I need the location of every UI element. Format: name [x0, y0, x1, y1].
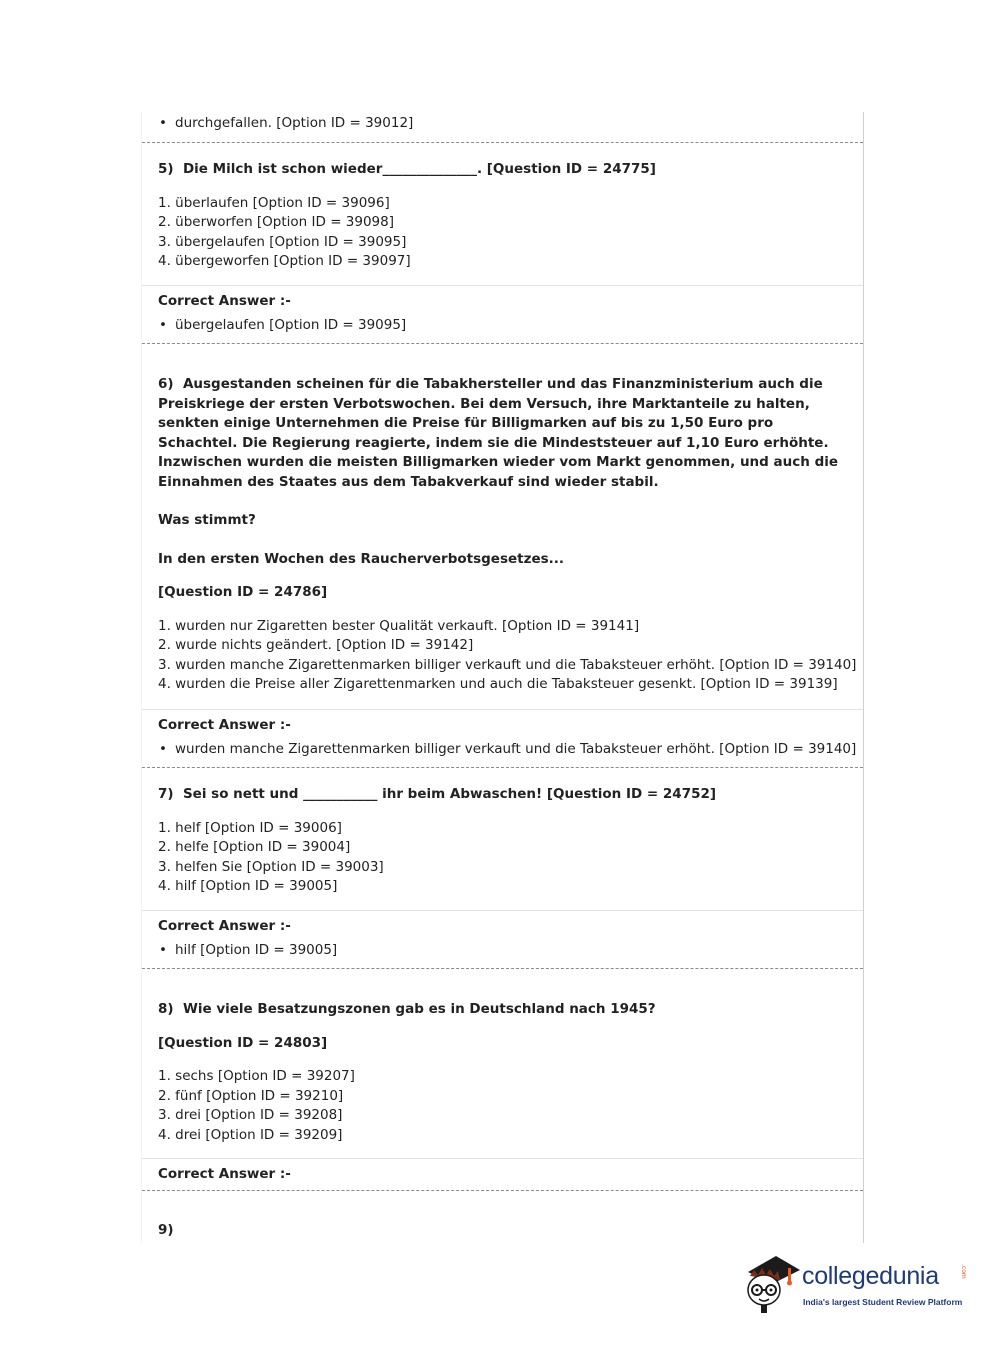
option-item: 3. wurden manche Zigarettenmarken billiger verkauft und die Tabaksteuer erhöht. [Option ID = 39140] [158, 656, 857, 673]
question-stem: In den ersten Wochen des Raucherverbotsgesetzes... [158, 550, 565, 567]
option-item: 2. fünf [Option ID = 39210] [158, 1087, 344, 1104]
answer-separator [142, 709, 863, 710]
option-item: 2. helfe [Option ID = 39004] [158, 839, 351, 855]
option-item: 3. drei [Option ID = 39208] [158, 1107, 343, 1123]
correct-answer: • übergelaufen [Option ID = 39095] [158, 316, 879, 336]
collegedunia-logo [742, 1250, 972, 1316]
correct-answer-label: Correct Answer :- [158, 293, 291, 309]
section-divider [142, 1190, 863, 1191]
option-item: 2. überworfen [Option ID = 39098] [158, 214, 395, 230]
question-6 [142, 375, 879, 695]
question-title: 5) Die Milch ist schon wieder______________. [Question ID = 24775] [158, 161, 656, 177]
question-passage: 6) Ausgestanden scheinen für die Tabakhersteller und das Finanzministerium auch die Preiskriege der ersten Verbotswochen. Bei dem Versuch, ihre Marktanteile zu halten, senkten einige Unternehmen die Preise für Billigmarken auf bis zu 1,50 Euro pro Schachtel. Die Regierung reagierte, indem sie die Mindeststeuer auf 1,10 Euro erhöhte. Inzwischen wurden die meisten Billigmarken wieder vom Markt genommen, und auch die Einnahmen des Staates aus dem Tabakverkauf sind wieder stabil. [158, 376, 839, 490]
question-5 [142, 160, 879, 272]
question-6-answer [142, 716, 879, 759]
correct-answer-label: Correct Answer :- [158, 1166, 291, 1182]
question-paper-page [141, 112, 864, 1243]
logo-wordmark: collegedunia [802, 1262, 939, 1290]
previous-answer [142, 114, 879, 134]
section-divider [142, 767, 863, 768]
logo-domain-suffix: .com [960, 1264, 967, 1279]
option-item: 3. übergelaufen [Option ID = 39095] [158, 233, 407, 250]
option-item: 4. hilf [Option ID = 39005] [158, 878, 338, 894]
option-item: 1. überlaufen [Option ID = 39096] [158, 194, 390, 211]
option-item: 2. wurde nichts geändert. [Option ID = 39142] [158, 637, 474, 653]
logo-tagline: India's largest Student Review Platform [803, 1297, 963, 1307]
option-item: 4. wurden die Preise aller Zigarettenmarken und auch die Tabaksteuer gesenkt. [Option ID = 39139] [158, 676, 838, 692]
option-item: 4. übergeworfen [Option ID = 39097] [158, 253, 411, 269]
answer-bullet: • durchgefallen. [Option ID = 39012] [158, 114, 879, 134]
option-item: 3. helfen Sie [Option ID = 39003] [158, 858, 384, 875]
option-item: 4. drei [Option ID = 39209] [158, 1126, 343, 1143]
question-id: [Question ID = 24786] [158, 584, 328, 600]
answer-separator [142, 285, 863, 286]
answer-separator [142, 1158, 863, 1159]
question-title: 7) Sei so nett und ___________ ihr beim Abwaschen! [Question ID = 24752] [158, 786, 717, 802]
question-9 [142, 1221, 879, 1241]
question-8-answer [142, 1165, 879, 1185]
option-item: 1. wurden nur Zigaretten bester Qualität verkauft. [Option ID = 39141] [158, 617, 640, 634]
question-title: 8) Wie viele Besatzungszonen gab es in Deutschland nach 1945? [158, 1001, 656, 1017]
question-8 [142, 1000, 879, 1145]
question-7-answer [142, 917, 879, 960]
answer-separator [142, 910, 863, 911]
question-5-answer [142, 292, 879, 335]
correct-answer: • hilf [Option ID = 39005] [158, 941, 879, 961]
mascot-icon [742, 1250, 804, 1316]
correct-answer-label: Correct Answer :- [158, 918, 291, 934]
question-id: [Question ID = 24803] [158, 1034, 328, 1051]
section-divider [142, 343, 863, 344]
question-prompt: Was stimmt? [158, 512, 256, 528]
option-item: 1. helf [Option ID = 39006] [158, 819, 342, 836]
question-7 [142, 785, 879, 897]
section-divider [142, 968, 863, 969]
option-item: 1. sechs [Option ID = 39207] [158, 1068, 355, 1084]
correct-answer-label: Correct Answer :- [158, 717, 291, 733]
question-title: 9) [158, 1222, 174, 1238]
correct-answer: • wurden manche Zigarettenmarken billiger verkauft und die Tabaksteuer erhöht. [Option ID = 39140] [158, 740, 879, 760]
section-divider [142, 142, 863, 143]
